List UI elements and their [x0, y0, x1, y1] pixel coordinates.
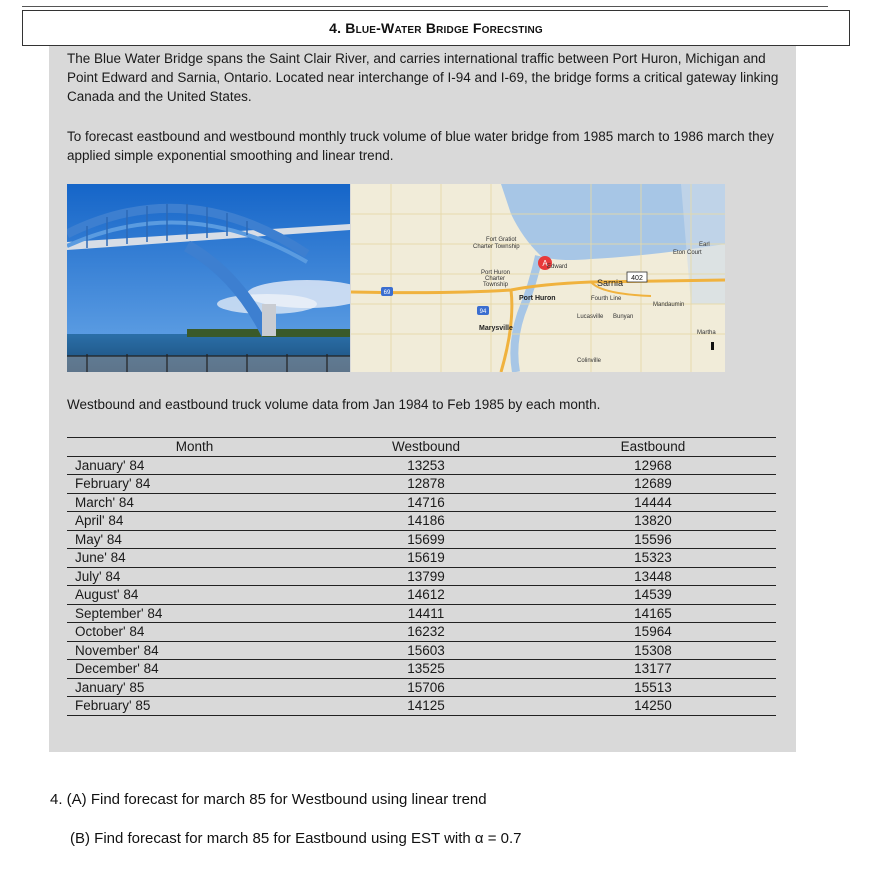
cell-month: March' 84 — [67, 493, 322, 512]
cell-eastbound: 13448 — [530, 567, 776, 586]
table-caption: Westbound and eastbound truck volume data from Jan 1984 to Feb 1985 by each month. — [67, 397, 601, 412]
cell-eastbound: 12689 — [530, 475, 776, 494]
cell-eastbound: 15596 — [530, 530, 776, 549]
cell-month: June' 84 — [67, 549, 322, 568]
cell-month: September' 84 — [67, 604, 322, 623]
map-marker-label: A — [542, 259, 548, 268]
section-title: 4. Blue-Water Bridge Forecsting — [329, 20, 543, 36]
map-label-marysville: Marysville — [479, 325, 513, 332]
cell-month: February' 85 — [67, 697, 322, 716]
route-402-label: 402 — [631, 275, 643, 282]
cell-month: November' 84 — [67, 641, 322, 660]
table-row — [67, 697, 776, 716]
cell-month: January' 85 — [67, 678, 322, 697]
table-row — [67, 586, 776, 605]
table-row — [67, 549, 776, 568]
top-rule — [22, 6, 828, 7]
cell-month: October' 84 — [67, 623, 322, 642]
cell-eastbound: 13177 — [530, 660, 776, 679]
map-label-township: Township — [483, 282, 509, 288]
map-label-port-huron-charter: Port Huron — [481, 270, 511, 276]
map-label-martha: Martha — [697, 330, 716, 336]
intro-paragraph: The Blue Water Bridge spans the Saint Clair River, and carries international traffic between Port Huron, Michigan and Point Edward and Sarnia, Ontario. Located near interchange of I-94 and I-69, the bridge forms a critical gateway linking Canada and the United States. — [67, 51, 779, 104]
cell-eastbound: 15513 — [530, 678, 776, 697]
cell-eastbound: 14165 — [530, 604, 776, 623]
table-row — [67, 641, 776, 660]
table-row — [67, 512, 776, 531]
cell-eastbound: 12968 — [530, 456, 776, 475]
table-row — [67, 678, 776, 697]
cell-westbound: 15706 — [322, 678, 530, 697]
cell-month: July' 84 — [67, 567, 322, 586]
cell-westbound: 15619 — [322, 549, 530, 568]
map-label-mandaumin: Mandaumin — [653, 302, 685, 308]
cell-eastbound: 14250 — [530, 697, 776, 716]
route-94-label: 94 — [479, 309, 487, 315]
section-title-box — [22, 10, 850, 46]
cell-westbound: 13253 — [322, 456, 530, 475]
cell-westbound: 14612 — [322, 586, 530, 605]
table-row — [67, 475, 776, 494]
map-label-eton-court: Eton Court — [673, 250, 702, 256]
method-paragraph: To forecast eastbound and westbound monthly truck volume of blue water bridge from 1985 march to 1986 march they applied simple exponential smoothing and linear trend. — [67, 129, 774, 163]
cell-westbound: 14411 — [322, 604, 530, 623]
header-eastbound: Eastbound — [530, 438, 776, 457]
cell-westbound: 15603 — [322, 641, 530, 660]
table-row — [67, 530, 776, 549]
header-westbound: Westbound — [322, 438, 530, 457]
table-row — [67, 604, 776, 623]
cell-month: December' 84 — [67, 660, 322, 679]
cell-westbound: 14186 — [322, 512, 530, 531]
truck-volume-table — [67, 437, 776, 716]
map-label-charter: Charter — [485, 276, 506, 282]
bridge-photo — [67, 184, 350, 372]
table-header-row — [67, 438, 776, 457]
cell-eastbound: 15323 — [530, 549, 776, 568]
cell-westbound: 16232 — [322, 623, 530, 642]
table-row — [67, 493, 776, 512]
map-label-edward: Edward — [547, 264, 568, 270]
map-label-colinville: Colinville — [577, 358, 602, 364]
cell-month: April' 84 — [67, 512, 322, 531]
map-label-bunyan: Bunyan — [613, 314, 634, 320]
cell-eastbound: 15308 — [530, 641, 776, 660]
map-label-port-huron: Port Huron — [519, 295, 556, 302]
cell-westbound: 15699 — [322, 530, 530, 549]
cell-eastbound: 14539 — [530, 586, 776, 605]
cell-eastbound: 13820 — [530, 512, 776, 531]
cell-month: February' 84 — [67, 475, 322, 494]
map-label-lucasville: Lucasville — [577, 314, 604, 320]
cell-westbound: 14125 — [322, 697, 530, 716]
route-69-label: 69 — [383, 290, 391, 296]
header-month: Month — [67, 438, 322, 457]
cell-westbound: 14716 — [322, 493, 530, 512]
cell-month: May' 84 — [67, 530, 322, 549]
cell-westbound: 12878 — [322, 475, 530, 494]
map-label-fourth-line: Fourth Line — [591, 296, 622, 302]
table-row — [67, 623, 776, 642]
cell-eastbound: 14444 — [530, 493, 776, 512]
table-row — [67, 567, 776, 586]
cell-month: January' 84 — [67, 456, 322, 475]
map-label-fort-gratiot: Fort Gratiot — [486, 237, 517, 243]
map-label-earl: Earl — [699, 242, 710, 248]
cell-eastbound: 15964 — [530, 623, 776, 642]
bridge-map — [351, 184, 725, 372]
map-label-charter-township: Charter Township — [473, 244, 520, 250]
map-label-sarnia: Sarnia — [597, 278, 624, 288]
question-a: 4. (A) Find forecast for march 85 for Westbound using linear trend — [50, 791, 487, 808]
cell-westbound: 13525 — [322, 660, 530, 679]
table-row — [67, 660, 776, 679]
table-row — [67, 456, 776, 475]
cell-westbound: 13799 — [322, 567, 530, 586]
question-b: (B) Find forecast for march 85 for Eastbound using EST with α = 0.7 — [70, 830, 522, 847]
cell-month: August' 84 — [67, 586, 322, 605]
